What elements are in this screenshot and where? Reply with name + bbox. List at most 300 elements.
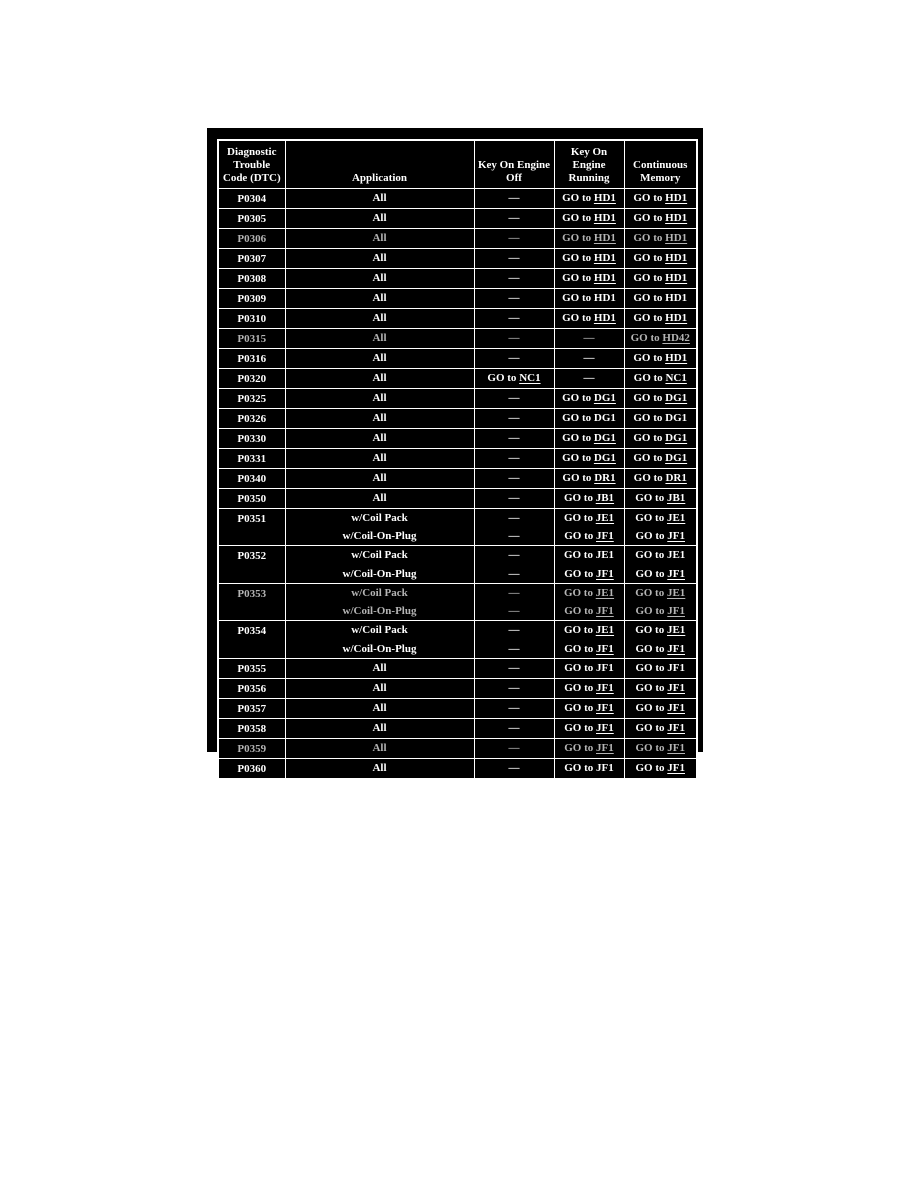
- dtc-cell: P0315: [218, 328, 285, 348]
- no-test-dash: —: [508, 252, 520, 264]
- application-cell: w/Coil Pack: [285, 621, 474, 640]
- key-on-engine-running-cell: [554, 658, 624, 678]
- continuous-memory-cell: [624, 508, 697, 527]
- no-test-dash: —: [583, 372, 595, 384]
- go-to-label: GO to: [633, 432, 666, 444]
- key-on-engine-running-cell: [554, 678, 624, 698]
- no-test-dash: —: [508, 292, 520, 304]
- dtc-cell: P0351: [218, 508, 285, 546]
- go-to-label: GO to: [562, 312, 594, 324]
- key-on-engine-running-cell: [554, 408, 624, 428]
- pinpoint-test-link[interactable]: JF1: [596, 702, 614, 714]
- key-on-engine-running-cell: [554, 546, 624, 565]
- dtc-cell: P0320: [218, 368, 285, 388]
- table-row: [218, 348, 697, 368]
- application-cell: All: [285, 448, 474, 468]
- pinpoint-test-link[interactable]: JF1: [667, 722, 685, 734]
- pinpoint-test-link[interactable]: JF1: [596, 530, 614, 542]
- application-cell: w/Coil-On-Plug: [285, 527, 474, 546]
- no-test-dash: —: [508, 232, 520, 244]
- pinpoint-test-link[interactable]: JF1: [596, 642, 614, 655]
- application-cell: w/Coil Pack: [285, 583, 474, 602]
- go-to-label: GO to: [633, 412, 666, 424]
- key-on-engine-off-cell: [474, 308, 554, 328]
- go-to-label: GO to: [564, 642, 597, 655]
- pinpoint-test-link[interactable]: JB1: [666, 492, 686, 504]
- pinpoint-test-link[interactable]: JF1: [596, 605, 614, 617]
- continuous-memory-cell: [624, 658, 697, 678]
- application-cell: w/Coil Pack: [285, 508, 474, 527]
- no-test-dash: —: [508, 742, 520, 754]
- column-header: Diagnostic Trouble Code (DTC): [218, 140, 285, 188]
- dtc-cell: P0308: [218, 268, 285, 288]
- key-on-engine-running-cell: [554, 268, 624, 288]
- pinpoint-test-link[interactable]: JF1: [596, 742, 614, 754]
- go-to-label: GO to: [563, 624, 596, 637]
- table-row: [218, 583, 697, 602]
- continuous-memory-cell: [624, 698, 697, 718]
- pinpoint-test-link[interactable]: HD1: [665, 312, 688, 324]
- dtc-cell: P0330: [218, 428, 285, 448]
- no-test-dash: —: [583, 332, 595, 344]
- key-on-engine-running-cell: [554, 208, 624, 228]
- go-to-label: GO to: [564, 662, 597, 674]
- table-row: [218, 658, 697, 678]
- application-cell: All: [285, 468, 474, 488]
- go-to-label: GO to: [562, 432, 594, 444]
- key-on-engine-off-cell: [474, 428, 554, 448]
- table-row: [218, 408, 697, 428]
- key-on-engine-off-cell: [474, 268, 554, 288]
- no-test-dash: —: [508, 762, 520, 774]
- pinpoint-test-link: DG1: [665, 412, 688, 424]
- dtc-cell: P0304: [218, 188, 285, 208]
- pinpoint-test-link[interactable]: JF1: [667, 530, 685, 542]
- go-to-label: GO to: [635, 511, 667, 524]
- key-on-engine-off-cell: [474, 408, 554, 428]
- key-on-engine-off-cell: [474, 758, 554, 779]
- go-to-label: GO to: [562, 252, 594, 264]
- no-test-dash: —: [508, 392, 520, 404]
- pinpoint-test-link[interactable]: HD1: [665, 252, 688, 264]
- application-cell: All: [285, 248, 474, 268]
- key-on-engine-running-cell: [554, 602, 624, 621]
- pinpoint-test-link: HD1: [665, 292, 688, 304]
- key-on-engine-running-cell: [554, 758, 624, 779]
- pinpoint-test-link[interactable]: HD1: [665, 352, 688, 364]
- continuous-memory-cell: [624, 408, 697, 428]
- no-test-dash: —: [583, 352, 595, 364]
- pinpoint-test-link[interactable]: HD1: [593, 272, 616, 284]
- go-to-label: GO to: [562, 232, 594, 244]
- table-row: [218, 248, 697, 268]
- continuous-memory-cell: [624, 565, 697, 584]
- no-test-dash: —: [508, 472, 520, 484]
- column-header: Key On Engine Running: [554, 140, 624, 188]
- continuous-memory-cell: [624, 308, 697, 328]
- key-on-engine-off-cell: [474, 468, 554, 488]
- pinpoint-test-link: DG1: [593, 412, 616, 424]
- pinpoint-test-link[interactable]: HD1: [593, 192, 616, 204]
- go-to-label: GO to: [633, 312, 666, 324]
- go-to-label: GO to: [633, 372, 666, 384]
- continuous-memory-cell: [624, 583, 697, 602]
- continuous-memory-cell: [624, 468, 697, 488]
- pinpoint-test-link[interactable]: DR1: [665, 472, 687, 484]
- no-test-dash: —: [508, 624, 520, 637]
- key-on-engine-running-cell: [554, 188, 624, 208]
- key-on-engine-running-cell: [554, 527, 624, 546]
- continuous-memory-cell: [624, 640, 697, 659]
- table-row: [218, 718, 697, 738]
- no-test-dash: —: [508, 312, 520, 324]
- key-on-engine-running-cell: [554, 640, 624, 659]
- table-row: [218, 621, 697, 640]
- go-to-label: GO to: [635, 742, 668, 754]
- continuous-memory-cell: [624, 678, 697, 698]
- key-on-engine-running-cell: [554, 565, 624, 584]
- dtc-cell: P0357: [218, 698, 285, 718]
- go-to-label: GO to: [635, 549, 667, 562]
- pinpoint-test-link: JF1: [596, 662, 614, 674]
- go-to-label: GO to: [633, 392, 666, 404]
- go-to-label: GO to: [562, 392, 594, 404]
- table-row: [218, 546, 697, 565]
- no-test-dash: —: [508, 272, 520, 284]
- no-test-dash: —: [508, 212, 520, 224]
- pinpoint-test-link[interactable]: HD1: [665, 212, 688, 224]
- pinpoint-test-link[interactable]: HD1: [593, 252, 616, 264]
- dtc-cell: P0331: [218, 448, 285, 468]
- key-on-engine-running-cell: [554, 718, 624, 738]
- continuous-memory-cell: [624, 248, 697, 268]
- pinpoint-test-link[interactable]: DG1: [593, 432, 616, 444]
- go-to-label: GO to: [487, 372, 520, 384]
- key-on-engine-running-cell: [554, 468, 624, 488]
- dtc-table-panel: [207, 128, 703, 775]
- key-on-engine-off-cell: [474, 658, 554, 678]
- go-to-label: GO to: [564, 722, 597, 734]
- go-to-label: GO to: [564, 742, 597, 754]
- go-to-label: GO to: [564, 567, 597, 580]
- pinpoint-test-link[interactable]: DR1: [594, 472, 616, 484]
- continuous-memory-cell: [624, 268, 697, 288]
- pinpoint-test-link[interactable]: JE1: [595, 586, 615, 599]
- application-cell: All: [285, 388, 474, 408]
- go-to-label: GO to: [563, 586, 596, 599]
- go-to-label: GO to: [635, 682, 668, 694]
- no-test-dash: —: [508, 452, 520, 464]
- key-on-engine-off-cell: [474, 508, 554, 527]
- key-on-engine-off-cell: [474, 328, 554, 348]
- key-on-engine-running-cell: [554, 228, 624, 248]
- go-to-label: GO to: [633, 292, 666, 304]
- no-test-dash: —: [508, 492, 520, 504]
- pinpoint-test-link[interactable]: HD42: [662, 332, 690, 344]
- dtc-index-table: [217, 139, 698, 780]
- go-to-label: GO to: [635, 567, 668, 580]
- key-on-engine-off-cell: [474, 718, 554, 738]
- application-cell: All: [285, 738, 474, 758]
- continuous-memory-cell: [624, 738, 697, 758]
- pinpoint-test-link[interactable]: JE1: [595, 624, 615, 637]
- pinpoint-test-link[interactable]: JF1: [596, 722, 614, 734]
- dtc-cell: P0316: [218, 348, 285, 368]
- key-on-engine-off-cell: [474, 698, 554, 718]
- pinpoint-test-link: JF1: [596, 762, 614, 774]
- column-header: Application: [285, 140, 474, 188]
- go-to-label: GO to: [635, 702, 668, 714]
- dtc-cell: P0310: [218, 308, 285, 328]
- key-on-engine-off-cell: [474, 678, 554, 698]
- table-row: [218, 308, 697, 328]
- go-to-label: GO to: [630, 332, 663, 344]
- pinpoint-test-link: JE1: [666, 549, 686, 562]
- pinpoint-test-link[interactable]: JE1: [666, 586, 686, 599]
- go-to-label: GO to: [564, 530, 597, 542]
- no-test-dash: —: [508, 682, 520, 694]
- application-cell: All: [285, 348, 474, 368]
- dtc-cell: P0356: [218, 678, 285, 698]
- pinpoint-test-link[interactable]: JF1: [667, 682, 685, 694]
- go-to-label: GO to: [633, 272, 666, 284]
- table-row: [218, 678, 697, 698]
- no-test-dash: —: [508, 432, 520, 444]
- continuous-memory-cell: [624, 621, 697, 640]
- key-on-engine-off-cell: [474, 488, 554, 508]
- application-cell: w/Coil Pack: [285, 546, 474, 565]
- no-test-dash: —: [508, 722, 520, 734]
- key-on-engine-running-cell: [554, 583, 624, 602]
- key-on-engine-running-cell: [554, 288, 624, 308]
- pinpoint-test-link[interactable]: HD1: [665, 272, 688, 284]
- pinpoint-test-link[interactable]: HD1: [665, 232, 688, 244]
- key-on-engine-off-cell: [474, 188, 554, 208]
- key-on-engine-off-cell: [474, 388, 554, 408]
- table-row: [218, 208, 697, 228]
- pinpoint-test-link[interactable]: JF1: [596, 567, 614, 580]
- pinpoint-test-link[interactable]: HD1: [665, 192, 688, 204]
- no-test-dash: —: [508, 530, 520, 542]
- continuous-memory-cell: [624, 602, 697, 621]
- pinpoint-test-link[interactable]: NC1: [665, 372, 687, 384]
- go-to-label: GO to: [562, 192, 594, 204]
- key-on-engine-running-cell: [554, 348, 624, 368]
- pinpoint-test-link[interactable]: JF1: [667, 605, 685, 617]
- pinpoint-test-link[interactable]: JE1: [595, 511, 615, 524]
- no-test-dash: —: [508, 662, 520, 674]
- pinpoint-test-link[interactable]: DG1: [593, 392, 616, 404]
- continuous-memory-cell: [624, 488, 697, 508]
- pinpoint-test-link[interactable]: DG1: [665, 452, 688, 464]
- column-header: Key On Engine Off: [474, 140, 554, 188]
- table-row: [218, 738, 697, 758]
- dtc-cell: P0358: [218, 718, 285, 738]
- pinpoint-test-link[interactable]: JB1: [595, 492, 615, 504]
- application-cell: All: [285, 268, 474, 288]
- table-row: [218, 698, 697, 718]
- application-cell: All: [285, 488, 474, 508]
- dtc-cell: P0307: [218, 248, 285, 268]
- application-cell: All: [285, 228, 474, 248]
- no-test-dash: —: [508, 192, 520, 204]
- table-row: [218, 508, 697, 527]
- table-row: [218, 488, 697, 508]
- table-body: [218, 188, 697, 779]
- continuous-memory-cell: [624, 546, 697, 565]
- header-row: [218, 140, 697, 188]
- dtc-cell: P0360: [218, 758, 285, 779]
- key-on-engine-off-cell: [474, 248, 554, 268]
- table-row: [218, 428, 697, 448]
- table-row: [218, 468, 697, 488]
- table-row: [218, 228, 697, 248]
- application-cell: All: [285, 678, 474, 698]
- go-to-label: GO to: [635, 492, 667, 504]
- key-on-engine-running-cell: [554, 308, 624, 328]
- go-to-label: GO to: [562, 272, 594, 284]
- go-to-label: GO to: [564, 605, 597, 617]
- go-to-label: GO to: [564, 702, 597, 714]
- go-to-label: GO to: [635, 586, 667, 599]
- continuous-memory-cell: [624, 758, 697, 779]
- key-on-engine-running-cell: [554, 328, 624, 348]
- key-on-engine-off-cell: [474, 228, 554, 248]
- key-on-engine-off-cell: [474, 208, 554, 228]
- continuous-memory-cell: [624, 228, 697, 248]
- continuous-memory-cell: [624, 288, 697, 308]
- table-row: [218, 758, 697, 779]
- application-cell: All: [285, 658, 474, 678]
- no-test-dash: —: [508, 412, 520, 424]
- go-to-label: GO to: [633, 452, 666, 464]
- continuous-memory-cell: [624, 368, 697, 388]
- table-row: [218, 565, 697, 584]
- dtc-cell: P0326: [218, 408, 285, 428]
- dtc-cell: P0340: [218, 468, 285, 488]
- table-row: [218, 328, 697, 348]
- application-cell: w/Coil-On-Plug: [285, 640, 474, 659]
- key-on-engine-off-cell: [474, 621, 554, 640]
- application-cell: All: [285, 328, 474, 348]
- pinpoint-test-link[interactable]: DG1: [665, 432, 688, 444]
- pinpoint-test-link[interactable]: JF1: [667, 742, 685, 754]
- key-on-engine-off-cell: [474, 565, 554, 584]
- go-to-label: GO to: [635, 605, 668, 617]
- pinpoint-test-link[interactable]: JE1: [666, 624, 686, 637]
- key-on-engine-off-cell: [474, 602, 554, 621]
- table-row: [218, 188, 697, 208]
- key-on-engine-off-cell: [474, 640, 554, 659]
- key-on-engine-off-cell: [474, 368, 554, 388]
- pinpoint-test-link[interactable]: HD1: [593, 232, 616, 244]
- pinpoint-test-link[interactable]: JF1: [596, 682, 614, 694]
- no-test-dash: —: [508, 511, 520, 524]
- no-test-dash: —: [508, 567, 520, 580]
- pinpoint-test-link[interactable]: HD1: [593, 312, 616, 324]
- table-row: [218, 268, 697, 288]
- application-cell: All: [285, 408, 474, 428]
- pinpoint-test-link[interactable]: JF1: [667, 702, 685, 714]
- go-to-label: GO to: [563, 511, 596, 524]
- table-row: [218, 448, 697, 468]
- key-on-engine-running-cell: [554, 248, 624, 268]
- key-on-engine-running-cell: [554, 621, 624, 640]
- table-row: [218, 288, 697, 308]
- dtc-cell: P0350: [218, 488, 285, 508]
- pinpoint-test-link[interactable]: HD1: [593, 212, 616, 224]
- go-to-label: GO to: [633, 472, 666, 484]
- application-cell: All: [285, 308, 474, 328]
- go-to-label: GO to: [562, 452, 594, 464]
- key-on-engine-off-cell: [474, 527, 554, 546]
- key-on-engine-off-cell: [474, 583, 554, 602]
- table-row: [218, 388, 697, 408]
- key-on-engine-running-cell: [554, 698, 624, 718]
- key-on-engine-off-cell: [474, 288, 554, 308]
- application-cell: All: [285, 758, 474, 779]
- continuous-memory-cell: [624, 188, 697, 208]
- go-to-label: GO to: [633, 252, 666, 264]
- no-test-dash: —: [508, 605, 520, 617]
- key-on-engine-running-cell: [554, 388, 624, 408]
- pinpoint-test-link[interactable]: JF1: [667, 642, 685, 655]
- dtc-cell: P0309: [218, 288, 285, 308]
- application-cell: All: [285, 188, 474, 208]
- continuous-memory-cell: [624, 348, 697, 368]
- key-on-engine-running-cell: [554, 738, 624, 758]
- go-to-label: GO to: [635, 642, 668, 655]
- key-on-engine-off-cell: [474, 348, 554, 368]
- no-test-dash: —: [508, 549, 520, 562]
- continuous-memory-cell: [624, 428, 697, 448]
- go-to-label: GO to: [562, 292, 594, 304]
- go-to-label: GO to: [564, 762, 597, 774]
- pinpoint-test-link: JE1: [595, 549, 615, 562]
- application-cell: w/Coil-On-Plug: [285, 602, 474, 621]
- pinpoint-test-link[interactable]: DG1: [665, 392, 688, 404]
- pinpoint-test-link[interactable]: JE1: [666, 511, 686, 524]
- key-on-engine-running-cell: [554, 488, 624, 508]
- pinpoint-test-link[interactable]: DG1: [593, 452, 616, 464]
- application-cell: All: [285, 428, 474, 448]
- go-to-label: GO to: [562, 472, 595, 484]
- column-header: Continuous Memory: [624, 140, 697, 188]
- no-test-dash: —: [508, 352, 520, 364]
- application-cell: All: [285, 208, 474, 228]
- no-test-dash: —: [508, 642, 520, 655]
- continuous-memory-cell: [624, 388, 697, 408]
- continuous-memory-cell: [624, 718, 697, 738]
- no-test-dash: —: [508, 332, 520, 344]
- go-to-label: GO to: [562, 412, 594, 424]
- dtc-cell: P0355: [218, 658, 285, 678]
- key-on-engine-running-cell: [554, 508, 624, 527]
- key-on-engine-running-cell: [554, 428, 624, 448]
- key-on-engine-running-cell: [554, 448, 624, 468]
- go-to-label: GO to: [635, 624, 667, 637]
- pinpoint-test-link[interactable]: JF1: [667, 567, 685, 580]
- key-on-engine-off-cell: [474, 738, 554, 758]
- pinpoint-test-link[interactable]: JF1: [667, 762, 685, 774]
- go-to-label: GO to: [635, 722, 668, 734]
- pinpoint-test-link: HD1: [593, 292, 616, 304]
- go-to-label: GO to: [633, 352, 666, 364]
- application-cell: All: [285, 368, 474, 388]
- application-cell: All: [285, 698, 474, 718]
- dtc-cell: P0306: [218, 228, 285, 248]
- pinpoint-test-link[interactable]: NC1: [519, 372, 541, 384]
